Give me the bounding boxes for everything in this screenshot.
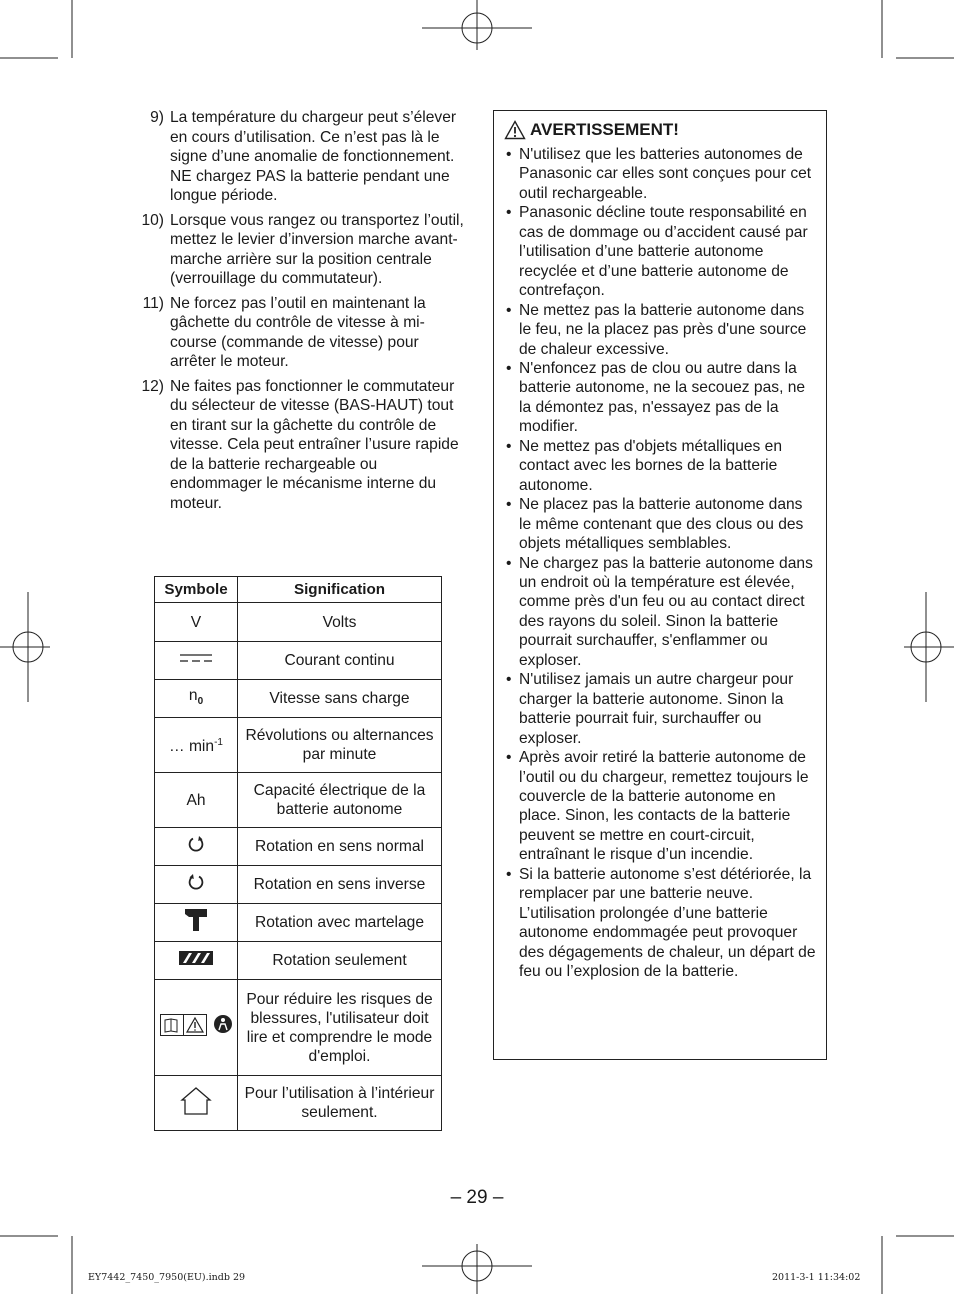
warning-list	[504, 145, 818, 981]
hammer-icon	[184, 908, 208, 932]
page-number: – 29 –	[450, 1187, 504, 1208]
header-symbol: Symbole	[155, 577, 238, 603]
drill-icon	[179, 950, 213, 966]
table-row: … $\min^{-1}$ Révolutions ou alternances par minute	[155, 718, 442, 773]
list-item: 11) Ne forcez pas l’outil en maintenant la gâchette du contrôle de vitesse à mi-course (commande de vitesse) pour arrêter le moteur.	[142, 294, 426, 370]
header-meaning: Signification	[238, 577, 442, 603]
table-row: $n_0$ Vitesse sans charge	[155, 680, 442, 718]
read-manual-icons	[159, 1012, 233, 1038]
list-item: 10) Lorsque vous rangez ou transportez l’outil, mettez le levier d’inversion marche avant-marche arrière sur la position centrale (verrouillage du commutateur).	[141, 211, 464, 287]
table-row: Pour réduire les risques de blessures, l'utilisateur doit lire et comprendre le mode d'emploi.	[155, 980, 442, 1076]
table-row: Rotation seulement	[155, 942, 442, 980]
list-item: • N'utilisez que les batteries autonomes de Panasonic car elles sont conçues pour cet outil rechargeable.	[504, 145, 818, 203]
footer-datetime: 2011-3-1 11:34:02	[772, 1272, 861, 1283]
table-row: Rotation en sens inverse	[155, 866, 442, 904]
rotation-normal-icon	[187, 835, 205, 853]
footer-file: EY7442_7450_7950(EU).indb 29	[88, 1272, 246, 1283]
warning-box	[493, 110, 827, 1060]
indoor-house-icon	[179, 1086, 213, 1116]
list-item: • N'utilisez jamais un autre chargeur pour charger la batterie autonome. Sinon la batterie pourrait fuir, surchauffer ou exploser.	[504, 670, 818, 748]
symbol-table	[154, 576, 442, 1131]
warning-title: AVERTISSEMENT!	[504, 119, 818, 141]
table-row: Courant continu	[155, 642, 442, 680]
warning-triangle-icon	[504, 120, 526, 140]
list-item: • Ne mettez pas d'objets métalliques en contact avec les bornes de la batterie autonome.	[504, 437, 818, 495]
list-item: • N'enfoncez pas de clou ou autre dans la batterie autonome, ne la secouez pas, ne la démontez pas, n'essayez pas de la modifier.	[504, 359, 818, 437]
list-item: • Panasonic décline toute responsabilité en cas de dommage ou d’accident causé par l’utilisation d’une batterie autonome recyclée et d’une batterie autonome de contrefaçon.	[504, 203, 818, 300]
list-item: • Ne placez pas la batterie autonome dans le même contenant que des clous ou des objets métalliques semblables.	[504, 495, 818, 553]
list-item: • Après avoir retiré la batterie autonome de l’outil ou du chargeur, remettez toujours le couvercle de la batterie autonome en place. Sinon, les contacts de la batterie peuvent se mettre en court-circuit, entraînant le risque d’un incendie.	[504, 748, 818, 865]
table-row: Rotation en sens normal	[155, 828, 442, 866]
list-item: • Ne mettez pas la batterie autonome dans le feu, ne la placez pas près d'une source de chaleur excessive.	[504, 301, 818, 359]
rotation-reverse-icon	[187, 873, 205, 891]
table-row: V Volts	[155, 603, 442, 642]
list-item: • Ne chargez pas la batterie autonome dans un endroit où la température est élevée, comme près d'un feu ou au contact direct des rayons du soleil. Sinon la batterie pourrait surchauffer, s'enflammer ou exploser.	[504, 554, 818, 671]
list-item: 9) La température du chargeur peut s’élever en cours d’utilisation. Ce n’est pas là le signe d’une anomalie de fonctionnement. NE chargez PAS la batterie pendant une longue période.	[150, 109, 457, 204]
table-row: Rotation avec martelage	[155, 904, 442, 942]
table-header-row	[155, 577, 442, 603]
precautions-list	[136, 108, 464, 518]
table-row: Pour l’utilisation à l’intérieur seulement.	[155, 1076, 442, 1131]
list-item: • Si la batterie autonome s’est détériorée, la remplacer par une batterie neuve. L’utilisation prolongée d’une batterie autonome endommagée peut provoquer des dégagements de chaleur, un départ de feu ou l’explosion de la batterie.	[504, 865, 818, 982]
dc-current-icon	[178, 651, 214, 665]
table-row: Ah Capacité électrique de la batterie autonome	[155, 773, 442, 828]
list-item: 12) Ne faites pas fonctionner le commutateur du sélecteur de vitesse (BAS-HAUT) tout en tirant sur la gâchette du contrôle de vitesse. Cela peut entraîner l’usure rapide de la batterie rechargeable ou endommager le mécanisme interne du moteur.	[141, 377, 459, 512]
